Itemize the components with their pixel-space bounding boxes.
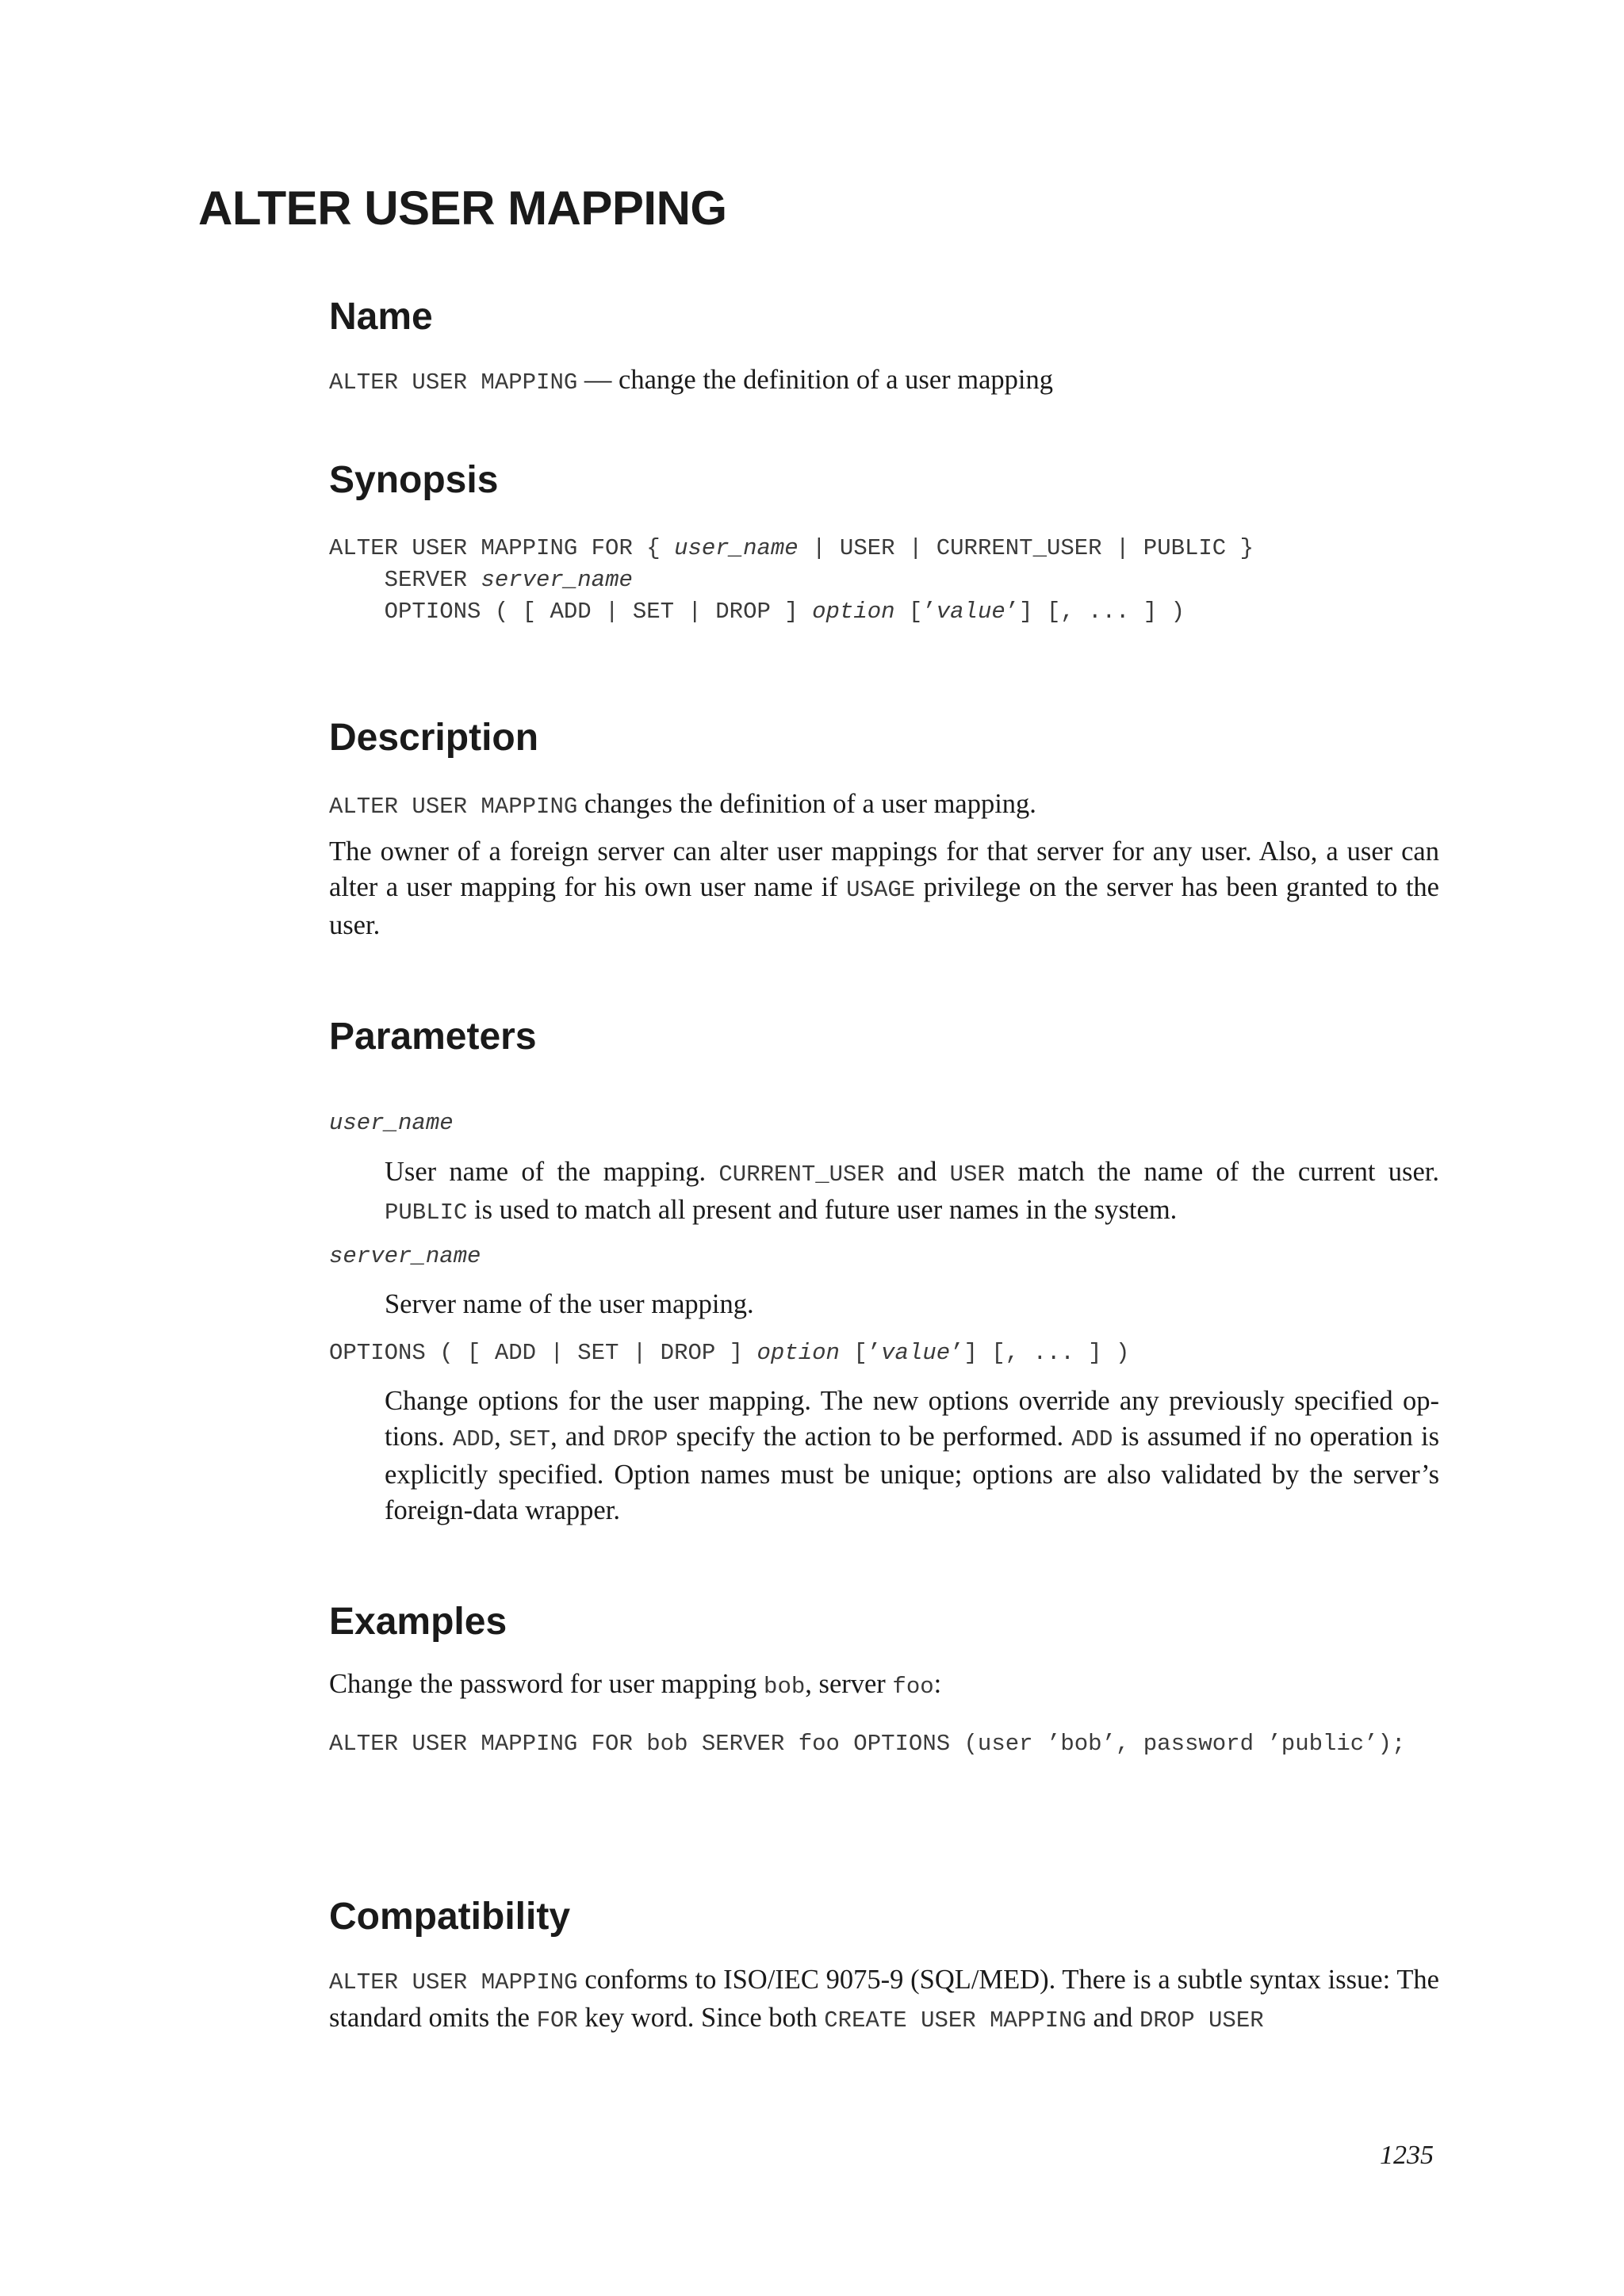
desc-p1-text: changes the definition of a user mapping. (577, 789, 1036, 819)
param-term-user-name: user_name (329, 1110, 454, 1136)
desc-p2-a: The owner of a foreign server can alter user mappings for that server for any user. Also, a user can alter a user mapping for his own user name if (329, 836, 1439, 902)
description-p2 (329, 834, 1439, 943)
param3-e: is assumed if no operation is explicitly specified. Option names must be unique; options are also validated by the server’s foreign-data wrapper. (385, 1422, 1440, 1525)
synopsis-1c: | USER | CURRENT_USER | PUBLIC } (798, 535, 1254, 561)
param1-c: match the name of the current user. (1005, 1157, 1439, 1187)
examples-foo: foo (892, 1674, 934, 1700)
compat-b: key word. Since both (577, 2003, 825, 2033)
page-title: ALTER USER MAPPING (198, 182, 727, 235)
compat-c: and (1086, 2003, 1139, 2033)
synopsis-3a: OPTIONS ( [ ADD | SET | DROP ] (329, 599, 813, 625)
heading-description: Description (329, 717, 539, 759)
name-line (329, 362, 1439, 400)
param3-term-option: option (756, 1340, 840, 1366)
heading-synopsis: Synopsis (329, 459, 499, 501)
param1-public: PUBLIC (385, 1200, 468, 1226)
synopsis-2a: SERVER (329, 567, 481, 593)
param3-c: , and (550, 1422, 613, 1452)
param3-drop: DROP (612, 1426, 668, 1452)
examples-intro-b: , server (805, 1669, 893, 1699)
name-summary: change the definition of a user mapping (619, 365, 1054, 395)
compat-command: ALTER USER MAPPING (329, 1969, 578, 1996)
heading-name: Name (329, 296, 433, 338)
param3-term-e: ’] [, ... ] ) (950, 1340, 1130, 1366)
synopsis-line-2 (329, 567, 633, 593)
param3-term-value: value (881, 1340, 951, 1366)
name-command: ALTER USER MAPPING (329, 369, 578, 396)
param1-user: USER (949, 1161, 1005, 1188)
param-desc-options (385, 1383, 1439, 1529)
param3-term-c: [’ (839, 1340, 882, 1366)
desc-usage: USAGE (846, 877, 916, 903)
param-term-options (329, 1340, 1129, 1366)
synopsis-server-name: server_name (481, 567, 633, 593)
examples-code: ALTER USER MAPPING FOR bob SERVER foo OPTIONS (user ’bob’, password ’public’); (329, 1731, 1406, 1757)
param3-b: , (494, 1422, 509, 1452)
heading-examples: Examples (329, 1601, 508, 1643)
synopsis-option: option (812, 599, 895, 625)
param3-a: Change options for the user mapping. The new options override any previously specified op- tions. (385, 1386, 1439, 1452)
name-separator: — (577, 365, 619, 395)
param3-add-2: ADD (1071, 1426, 1113, 1452)
compat-for: FOR (536, 2007, 578, 2034)
synopsis-line-1 (329, 535, 1254, 561)
examples-intro (329, 1667, 1439, 1705)
param3-set: SET (508, 1426, 551, 1452)
compat-create: CREATE USER MAPPING (824, 2007, 1086, 2034)
synopsis-user-name: user_name (674, 535, 799, 561)
param3-term-a: OPTIONS ( [ ADD | SET | DROP ] (329, 1340, 757, 1366)
param-desc-server-name: Server name of the user mapping. (385, 1289, 754, 1319)
synopsis-1a: ALTER USER MAPPING FOR { (329, 535, 675, 561)
synopsis-value: value (936, 599, 1005, 625)
param1-d: is used to match all present and future user names in the system. (467, 1195, 1178, 1225)
param3-add: ADD (452, 1426, 495, 1452)
param1-b: and (884, 1157, 950, 1187)
param1-current-user: CURRENT_USER (718, 1161, 885, 1188)
examples-intro-a: Change the password for user mapping (329, 1669, 764, 1699)
examples-intro-c: : (933, 1669, 942, 1699)
examples-bob: bob (764, 1674, 806, 1700)
desc-command: ALTER USER MAPPING (329, 794, 578, 820)
desc-p2-b: privilege on the server has been granted to the user. (329, 872, 1439, 940)
heading-compatibility: Compatibility (329, 1896, 571, 1938)
param3-d: specify the action to be performed. (668, 1422, 1072, 1452)
description-p1 (329, 786, 1439, 825)
synopsis-3c: [’ (894, 599, 936, 625)
compat-drop: DROP USER (1139, 2007, 1264, 2034)
synopsis-3e: ’] [, ... ] ) (1005, 599, 1185, 625)
compat-a: conforms to ISO/IEC 9075-9 (SQL/MED). There is a subtle syntax issue: The standard omits the (329, 1965, 1439, 2033)
compatibility-text (329, 1962, 1439, 2038)
param-desc-user-name (385, 1154, 1439, 1230)
param-term-server-name: server_name (329, 1243, 481, 1269)
synopsis-line-3 (329, 599, 1185, 625)
heading-parameters: Parameters (329, 1016, 537, 1058)
page-number: 1235 (1380, 2141, 1434, 2170)
param1-a: User name of the mapping. (385, 1157, 719, 1187)
